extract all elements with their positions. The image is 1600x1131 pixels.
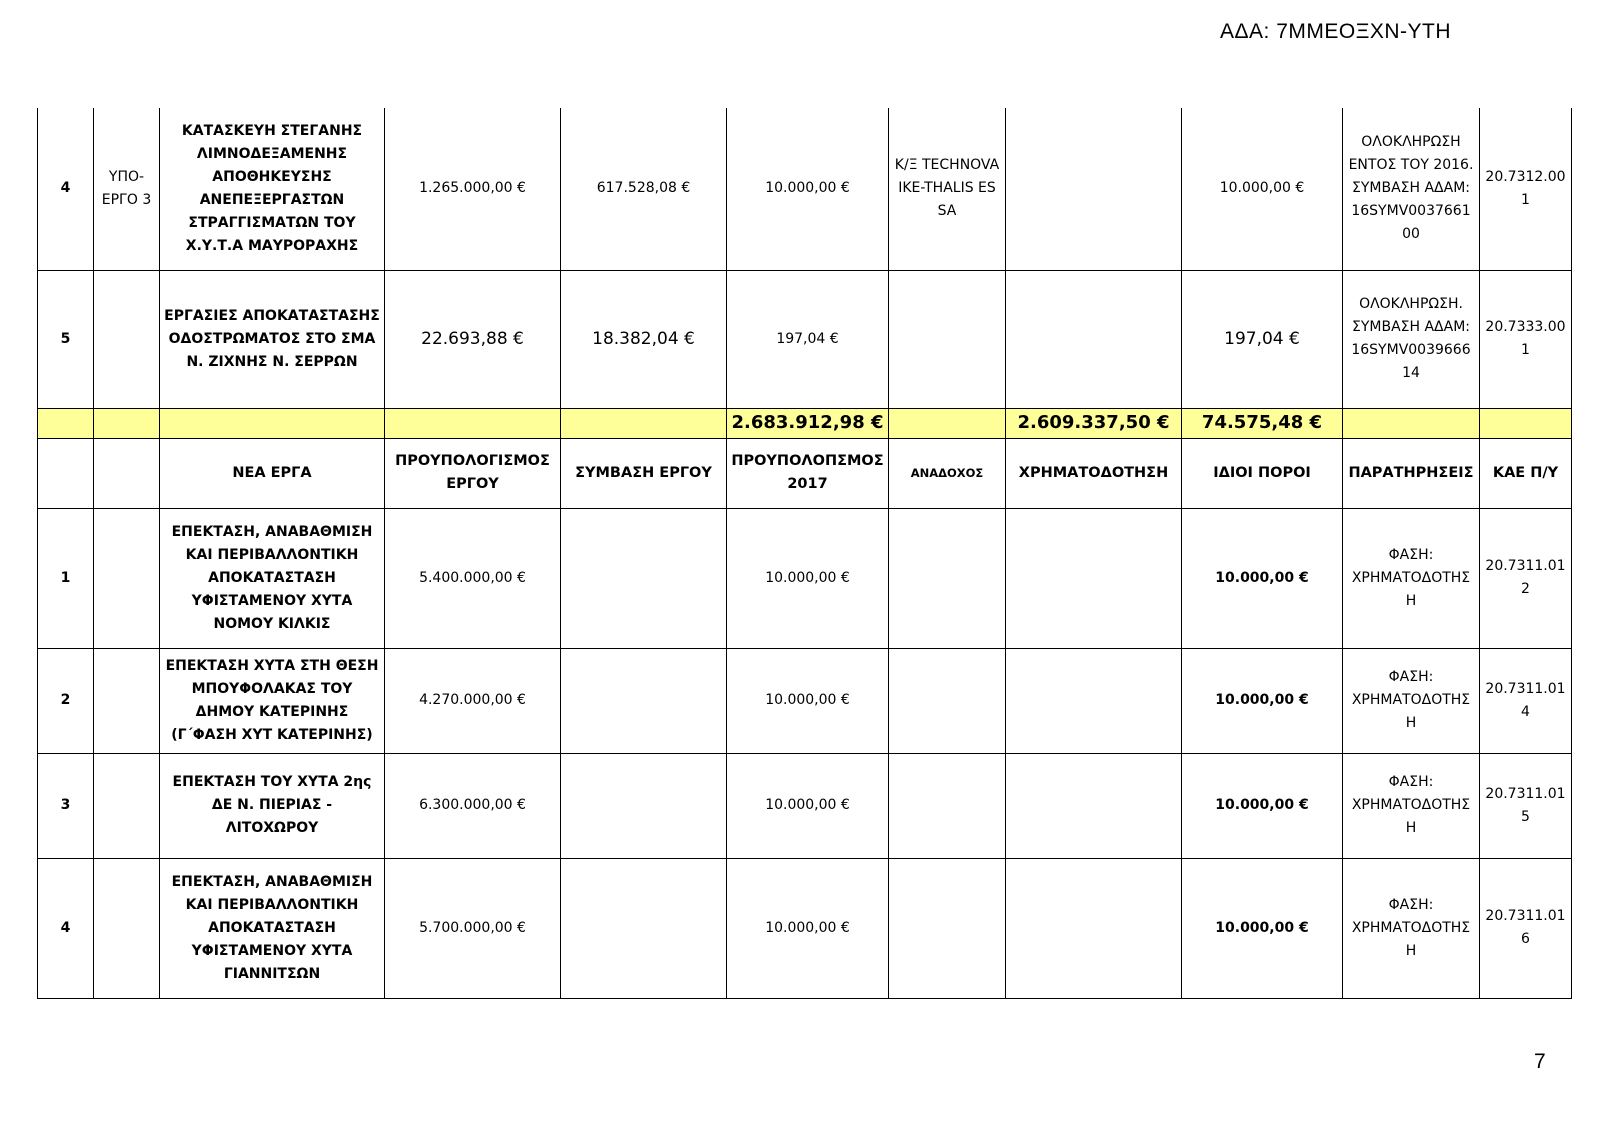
budget-2017: 10.000,00 €: [727, 508, 889, 648]
totals-empty-cell: [160, 408, 385, 438]
project-title: ΕΠΕΚΤΑΣΗ ΧΥΤΑ ΣΤΗ ΘΕΣΗ ΜΠΟΥΦΟΛΑΚΑΣ ΤΟΥ ΔΗΜΟΥ ΚΑΤΕΡΙΝΗΣ (Γ΄ΦΑΣΗ ΧΥΤ ΚΑΤΕΡΙΝΗΣ): [160, 648, 385, 753]
contract-amount: [561, 508, 727, 648]
totals-empty-cell: [561, 408, 727, 438]
own-resources: 197,04 €: [1182, 270, 1343, 408]
header-budget-code: ΚΑΕ Π/Υ: [1480, 438, 1572, 508]
own-resources: 10.000,00 €: [1182, 108, 1343, 270]
header-empty-cell: [94, 438, 160, 508]
totals-empty-cell: [889, 408, 1006, 438]
header-contractor: ΑΝΑΔΟΧΟΣ: [889, 438, 1006, 508]
project-title: ΕΠΕΚΤΑΣΗ ΤΟΥ ΧΥΤΑ 2ης ΔΕ Ν. ΠΙΕΡΙΑΣ - ΛΙΤΟΧΩΡΟΥ: [160, 753, 385, 858]
contractor: [889, 508, 1006, 648]
new-projects-header-row: [38, 438, 1572, 508]
sub-project-label: [94, 648, 160, 753]
total-funding: 2.609.337,50 €: [1006, 408, 1182, 438]
own-resources: 10.000,00 €: [1182, 753, 1343, 858]
sub-project-label: ΥΠΟ-ΕΡΓΟ 3: [94, 108, 160, 270]
project-budget: 5.700.000,00 €: [385, 858, 561, 998]
totals-empty-cell: [94, 408, 160, 438]
budget-code: 20.7311.015: [1480, 753, 1572, 858]
funding: [1006, 508, 1182, 648]
row-number: 2: [38, 648, 94, 753]
notes: ΦΑΣΗ: ΧΡΗΜΑΤΟΔΟΤΗΣΗ: [1343, 858, 1480, 998]
contract-amount: 617.528,08 €: [561, 108, 727, 270]
notes: ΦΑΣΗ: ΧΡΗΜΑΤΟΔΟΤΗΣΗ: [1343, 508, 1480, 648]
project-budget: 4.270.000,00 €: [385, 648, 561, 753]
budget-2017: 197,04 €: [727, 270, 889, 408]
own-resources: 10.000,00 €: [1182, 508, 1343, 648]
table-row: [38, 508, 1572, 648]
funding: [1006, 648, 1182, 753]
row-number: 4: [38, 108, 94, 270]
budget-code: 20.7311.016: [1480, 858, 1572, 998]
sub-project-label: [94, 508, 160, 648]
project-budget: 1.265.000,00 €: [385, 108, 561, 270]
contractor: [889, 648, 1006, 753]
notes: ΟΛΟΚΛΗΡΩΣΗ ΕΝΤΟΣ ΤΟΥ 2016. ΣΥΜΒΑΣΗ ΑΔΑΜ: 16SYMV003766100: [1343, 108, 1480, 270]
contractor: [889, 270, 1006, 408]
contractor: Κ/Ξ TECHNOVA IKE-THALIS ES SA: [889, 108, 1006, 270]
totals-empty-cell: [38, 408, 94, 438]
totals-empty-cell: [1343, 408, 1480, 438]
contract-amount: 18.382,04 €: [561, 270, 727, 408]
funding: [1006, 108, 1182, 270]
contract-amount: [561, 858, 727, 998]
header-budget-2017: ΠΡΟΥΠΟΛΟΠΣΜΟΣ 2017: [727, 438, 889, 508]
notes: ΟΛΟΚΛΗΡΩΣΗ. ΣΥΜΒΑΣΗ ΑΔΑΜ: 16SYMV003966614: [1343, 270, 1480, 408]
budget-code: 20.7333.001: [1480, 270, 1572, 408]
budget-2017: 10.000,00 €: [727, 108, 889, 270]
table-row: [38, 270, 1572, 408]
table-row: [38, 858, 1572, 998]
budget-code: 20.7311.012: [1480, 508, 1572, 648]
funding: [1006, 753, 1182, 858]
contract-amount: [561, 753, 727, 858]
sub-project-label: [94, 270, 160, 408]
header-contract: ΣΥΜΒΑΣΗ ΕΡΓΟΥ: [561, 438, 727, 508]
header-own-resources: ΙΔΙΟΙ ΠΟΡΟΙ: [1182, 438, 1343, 508]
budget-2017: 10.000,00 €: [727, 858, 889, 998]
row-number: 1: [38, 508, 94, 648]
total-own-resources: 74.575,48 €: [1182, 408, 1343, 438]
header-project-budget: ΠΡΟΥΠΟΛΟΓΙΣΜΟΣ ΕΡΓΟΥ: [385, 438, 561, 508]
budget-2017: 10.000,00 €: [727, 648, 889, 753]
table-row: [38, 753, 1572, 858]
own-resources: 10.000,00 €: [1182, 648, 1343, 753]
header-notes: ΠΑΡΑΤΗΡΗΣΕΙΣ: [1343, 438, 1480, 508]
funding: [1006, 858, 1182, 998]
sub-project-label: [94, 858, 160, 998]
sub-project-label: [94, 753, 160, 858]
row-number: 4: [38, 858, 94, 998]
page-number: 7: [1534, 1050, 1546, 1073]
budget-code: 20.7312.001: [1480, 108, 1572, 270]
totals-empty-cell: [385, 408, 561, 438]
project-budget: 5.400.000,00 €: [385, 508, 561, 648]
project-title: ΕΠΕΚΤΑΣΗ, ΑΝΑΒΑΘΜΙΣΗ ΚΑΙ ΠΕΡΙΒΑΛΛΟΝΤΙΚΗ ΑΠΟΚΑΤΑΣΤΑΣΗ ΥΦΙΣΤΑΜΕΝΟΥ ΧΥΤΑ ΓΙΑΝΝΙΤΣΩΝ: [160, 858, 385, 998]
header-empty-cell: [38, 438, 94, 508]
row-number: 3: [38, 753, 94, 858]
total-budget-2017: 2.683.912,98 €: [727, 408, 889, 438]
project-title: ΚΑΤΑΣΚΕΥΗ ΣΤΕΓΑΝΗΣ ΛΙΜΝΟΔΕΞΑΜΕΝΗΣ ΑΠΟΘΗΚΕΥΣΗΣ ΑΝΕΠΕΞΕΡΓΑΣΤΩΝ ΣΤΡΑΓΓΙΣΜΑΤΩΝ ΤΟΥ Χ.Υ.Τ.Α ΜΑΥΡΟΡΑΧΗΣ: [160, 108, 385, 270]
contractor: [889, 753, 1006, 858]
totals-row: [38, 408, 1572, 438]
own-resources: 10.000,00 €: [1182, 858, 1343, 998]
project-budget: 22.693,88 €: [385, 270, 561, 408]
project-title: ΕΠΕΚΤΑΣΗ, ΑΝΑΒΑΘΜΙΣΗ ΚΑΙ ΠΕΡΙΒΑΛΛΟΝΤΙΚΗ ΑΠΟΚΑΤΑΣΤΑΣΗ ΥΦΙΣΤΑΜΕΝΟΥ ΧΥΤΑ ΝΟΜΟΥ ΚΙΛΚΙΣ: [160, 508, 385, 648]
project-budget: 6.300.000,00 €: [385, 753, 561, 858]
budget-2017: 10.000,00 €: [727, 753, 889, 858]
notes: ΦΑΣΗ: ΧΡΗΜΑΤΟΔΟΤΗΣΗ: [1343, 648, 1480, 753]
table-row: [38, 108, 1572, 270]
header-funding: ΧΡΗΜΑΤΟΔΟΤΗΣΗ: [1006, 438, 1182, 508]
header-new-projects: ΝΕΑ ΕΡΓΑ: [160, 438, 385, 508]
notes: ΦΑΣΗ: ΧΡΗΜΑΤΟΔΟΤΗΣΗ: [1343, 753, 1480, 858]
contractor: [889, 858, 1006, 998]
funding: [1006, 270, 1182, 408]
totals-empty-cell: [1480, 408, 1572, 438]
document-ada-code: ΑΔΑ: 7ΜΜΕΟΞΧΝ-ΥΤΗ: [1220, 20, 1452, 43]
projects-table: [37, 108, 1572, 999]
project-title: ΕΡΓΑΣΙΕΣ ΑΠΟΚΑΤΑΣΤΑΣΗΣ ΟΔΟΣΤΡΩΜΑΤΟΣ ΣΤΟ ΣΜΑ Ν. ΖΙΧΝΗΣ Ν. ΣΕΡΡΩΝ: [160, 270, 385, 408]
row-number: 5: [38, 270, 94, 408]
contract-amount: [561, 648, 727, 753]
budget-code: 20.7311.014: [1480, 648, 1572, 753]
table-row: [38, 648, 1572, 753]
